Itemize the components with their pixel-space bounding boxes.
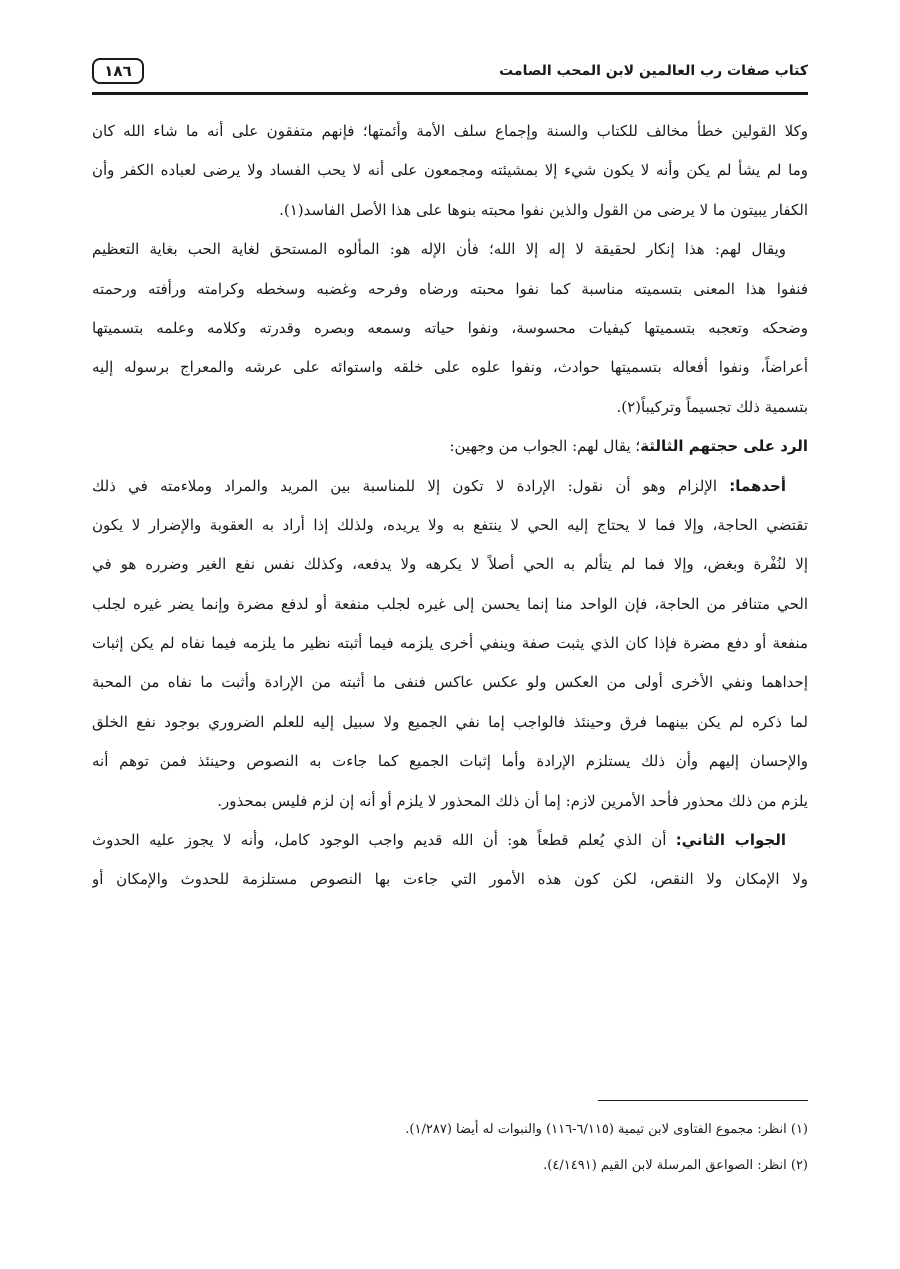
text-line: الكفار يبيتون ما لا يرضى من القول والذين نفوا محبته بنوها على هذا الأصل الفاسد(١). <box>279 200 808 219</box>
first-answer-heading: أحدهما: <box>729 476 786 495</box>
text-line: تقتضي الحاجة، وإلا فما لا يحتاج إليه الحي لا ينتفع به ولا يريده، ولذلك إذا أراد به العقوبة والإضرار لا يكون <box>92 515 808 534</box>
text-line: يلزم من ذلك محذور فأحد الأمرين لازم: إما أن ذلك المحذور لا يلزم أو أنه إن لزم فليس بمحذور. <box>217 791 808 810</box>
first-answer-line <box>92 467 808 506</box>
text-line: إحداهما ونفي الأخرى أولى من العكس ولو عكس عاكس فنفى ما أثبته من الإرادة وأثبت ما نفاه من المحبة <box>92 673 808 692</box>
text-line: وما لم يشأ لم يكن وأنه لا يكون شيء إلا بمشيئته ومجمعون على أنه لا يحب الفساد ولا يرضى لعباده الكفر وأن <box>92 161 808 180</box>
header-divider <box>92 92 808 95</box>
text-line: إلا لنُفْرة وبغض، وإلا فما لم يتألم به الحي أصلاً لا يكرهه ولا يدفعه، وكذلك نفس نفع الغير وضرره هو في <box>92 555 808 574</box>
text-line: الجواب من وجهين: <box>449 437 568 456</box>
text-line: لما ذكره لم يكن بينهما فرق وحينئذ فالواجب إما نفي الجميع ولا سبيل إليه للعلم الضروري بوجود نفع الخلق <box>92 712 808 731</box>
text-line: الإلزام وهو أن نقول: الإرادة لا تكون إلا للمناسبة بين المريد والمراد وملاءمته في ذلك <box>92 476 717 495</box>
book-title: كتاب صفات رب العالمين لابن المحب الصامت <box>499 63 808 79</box>
text-line: ويقال لهم: هذا إنكار لحقيقة لا إله إلا الله؛ فأن الإله هو: المألوه المستحق لغاية الحب بغاية التعظيم <box>92 240 786 259</box>
second-answer-line <box>92 821 808 860</box>
text-line: أعراضاً، ونفوا أفعاله بتسميتها حوادث، ونفوا علوه على خلقه واستوائه على عرشه والمعراج برسوله إليه <box>92 358 808 377</box>
footnote-divider <box>598 1100 808 1101</box>
second-answer-heading: الجواب الثاني: <box>675 831 786 850</box>
page-header <box>92 55 808 93</box>
reply-third-heading: الرد على حجتهم الثالثة <box>640 437 808 456</box>
body-text <box>92 112 808 900</box>
footnote: (١) انظر: مجموع الفتاوى لابن تيمية (٦/١١٥-١١٦) والنبوات له أيضا (١/٢٨٧). <box>405 1122 808 1137</box>
reply-third-after: ؛ يقال لهم: <box>572 437 641 456</box>
text-line: وضحكه وتعجبه بتسميتها كيفيات محسوسة، ونفوا حياته وسمعه وبصره وقدرته وكلامه وعلمه بتسميتها <box>92 318 808 337</box>
text-line: أن الذي يُعلم قطعاً هو: أن الله قديم واجب الوجود كامل، وأنه لا يجوز عليه الحدوث <box>92 831 667 850</box>
footnote: (٢) انظر: الصواعق المرسلة لابن القيم (٤/١٤٩١). <box>543 1158 808 1173</box>
text-line: والإحسان إليهم وأن ذلك يستلزم الإرادة وأما إثبات الجميع كما جاءت به النصوص وحينئذ فمن توهم أنه <box>92 752 808 771</box>
text-line: منفعة أو دفع مضرة فإذا كان الذي يثبت صفة وينفي أخرى يلزمه فيما أثبته نظير ما يلزمه فيما نفاه لم يكن إثبات <box>92 634 808 653</box>
footnotes <box>92 1112 808 1184</box>
text-line: ولا الإمكان ولا النقص، لكن كون هذه الأمور التي جاءت بها النصوص مستلزمة للحدوث والإمكان أو <box>92 870 808 889</box>
text-line: الحي متنافر من الحاجة، فإن الواحد منا إنما يحسن إلى غيره لجلب منفعة أو لدفع مضرة وإنما يضر غيره لجلب <box>92 594 808 613</box>
page-number: ١٨٦ <box>92 58 144 84</box>
text-line: فنفوا هذا المعنى بتسميته مناسبة كما نفوا محبته ورضاه وفرحه وغضبه وسخطه وكرامته ورأفته ورحمته <box>92 279 808 298</box>
text-line: وكلا القولين خطأ مخالف للكتاب والسنة وإجماع سلف الأمة وأئمتها؛ فإنهم متفقون على أنه ما شاء الله كان <box>92 122 808 140</box>
text-line: بتسمية ذلك تجسيماً وتركيباً(٢). <box>616 397 808 416</box>
section-heading-line <box>92 427 808 466</box>
